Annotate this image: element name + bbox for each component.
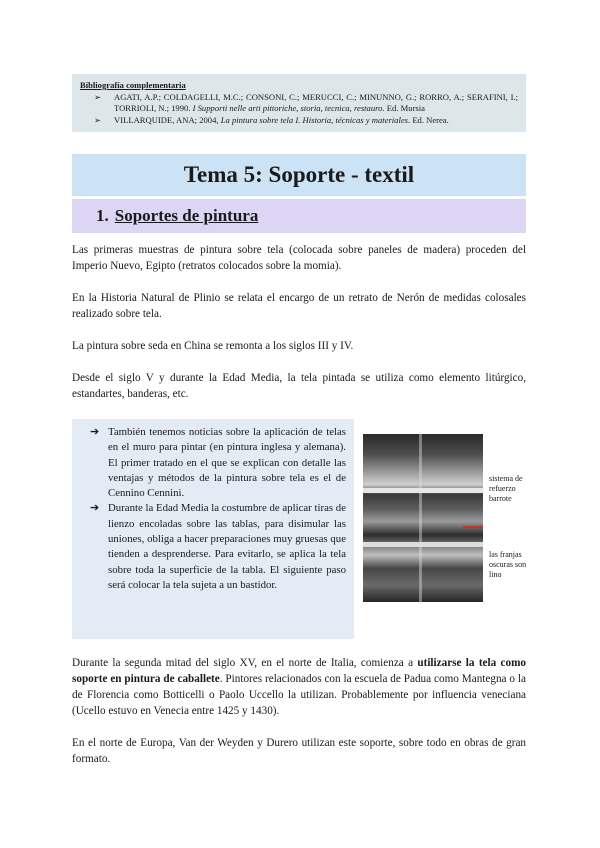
caption-upper: sistema de refuerzo barrote bbox=[489, 474, 523, 504]
callout-item bbox=[90, 501, 346, 593]
page-title: Tema 5: Soporte - textil bbox=[72, 154, 526, 196]
bibliography-publisher: . Ed. Nerea. bbox=[408, 114, 449, 125]
section-number: 1. bbox=[96, 206, 109, 225]
bibliography-title: Bibliografía complementaria bbox=[80, 80, 186, 90]
bibliography-box bbox=[72, 74, 526, 132]
section-title: Soportes de pintura bbox=[114, 206, 259, 225]
arrow-right-icon: ➔ bbox=[90, 502, 100, 515]
paragraph-edad-media: Desde el siglo V y durante la Edad Media, la tela pintada se utiliza como elemento litúrgico, estandartes, banderas, etc. bbox=[72, 372, 526, 400]
callout-box bbox=[72, 419, 354, 639]
paragraph-text: Durante la segunda mitad del siglo XV, en el norte de Italia, comienza a bbox=[72, 657, 418, 669]
bibliography-entry bbox=[114, 115, 449, 127]
paragraph-siglo-xv bbox=[72, 655, 526, 719]
x-ray-photo bbox=[363, 434, 483, 602]
paragraph-china: La pintura sobre seda en China se remonta a los siglos III y IV. bbox=[72, 340, 354, 352]
callout-item bbox=[90, 425, 346, 501]
red-marker bbox=[463, 526, 483, 528]
bibliography-publisher: Ed. Mursia bbox=[386, 103, 425, 113]
callout-text: También tenemos noticias sobre la aplicación de telas en el muro para pintar (en pintura inglesa y alemana). El primer tratado en el que se explican con detalle las ventajas y métodos de la pintura sobre tela es el de Cennino Cennini. bbox=[108, 426, 346, 500]
arrow-bullet-icon: ➢ bbox=[94, 91, 102, 102]
paragraph-plinio: En la Historia Natural de Plinio se relata el encargo de un retrato de Nerón de medidas colosales realizado sobre tela. bbox=[72, 292, 526, 320]
bibliography-item bbox=[80, 115, 518, 127]
arrow-right-icon: ➔ bbox=[90, 426, 100, 438]
bibliography-work: La pintura sobre tela I. Historia, técnicas y materiales bbox=[220, 114, 409, 125]
paragraph-egypt: Las primeras muestras de pintura sobre tela (colocada sobre paneles de madera) proceden del Imperio Nuevo, Egipto (retratos colocados sobre la momia). bbox=[72, 244, 526, 272]
bibliography-authors: VILLARQUIDE, ANA; 2004, bbox=[114, 114, 219, 125]
bibliography-authors: AGATI, A.P.; COLDAGELLI, M.C.; CONSONI, C.; MERUCCI, C.; MINUNNO, G.; RORRO, A.; SERAFINI, I.; TORRIOLI, N.; 1990. bbox=[114, 91, 518, 113]
paragraph-text: . Pintores relacionados con la escuela de Padua como Mantegna o la de Florencia como Botticelli o Paolo Uccello la utilizan. Probablemente por influencia veneciana (Ucello estuvo en Venecia entre 1425 y 1430). bbox=[72, 673, 526, 717]
paragraph-emphasis: utilizarse la tela como soporte en pintura de caballete bbox=[72, 657, 527, 685]
bibliography-item bbox=[80, 92, 518, 115]
caption-lower: las franjas oscuras son lino bbox=[489, 550, 527, 580]
callout-text: Durante la Edad Media la costumbre de aplicar tiras de lienzo encoladas sobre las tablas, para disimular las uniones, obliga a hacer preparaciones muy gruesas que tienden a desprenderse. Para evitarlo, se aplica la tela sobre toda la superficie de la tabla. El siguiente paso será colocar la tela sujeta a un bastidor. bbox=[108, 502, 346, 591]
bibliography-work: I Supporti nelle arti pittoriche, storia, tecnica, restauro. bbox=[192, 103, 385, 113]
arrow-bullet-icon: ➢ bbox=[94, 114, 102, 125]
section-heading bbox=[72, 199, 526, 233]
paragraph-norte-europa: En el norte de Europa, Van der Weyden y Durero utilizan este soporte, sobre todo en obras de gran formato. bbox=[72, 737, 526, 765]
bibliography-entry bbox=[114, 92, 518, 115]
